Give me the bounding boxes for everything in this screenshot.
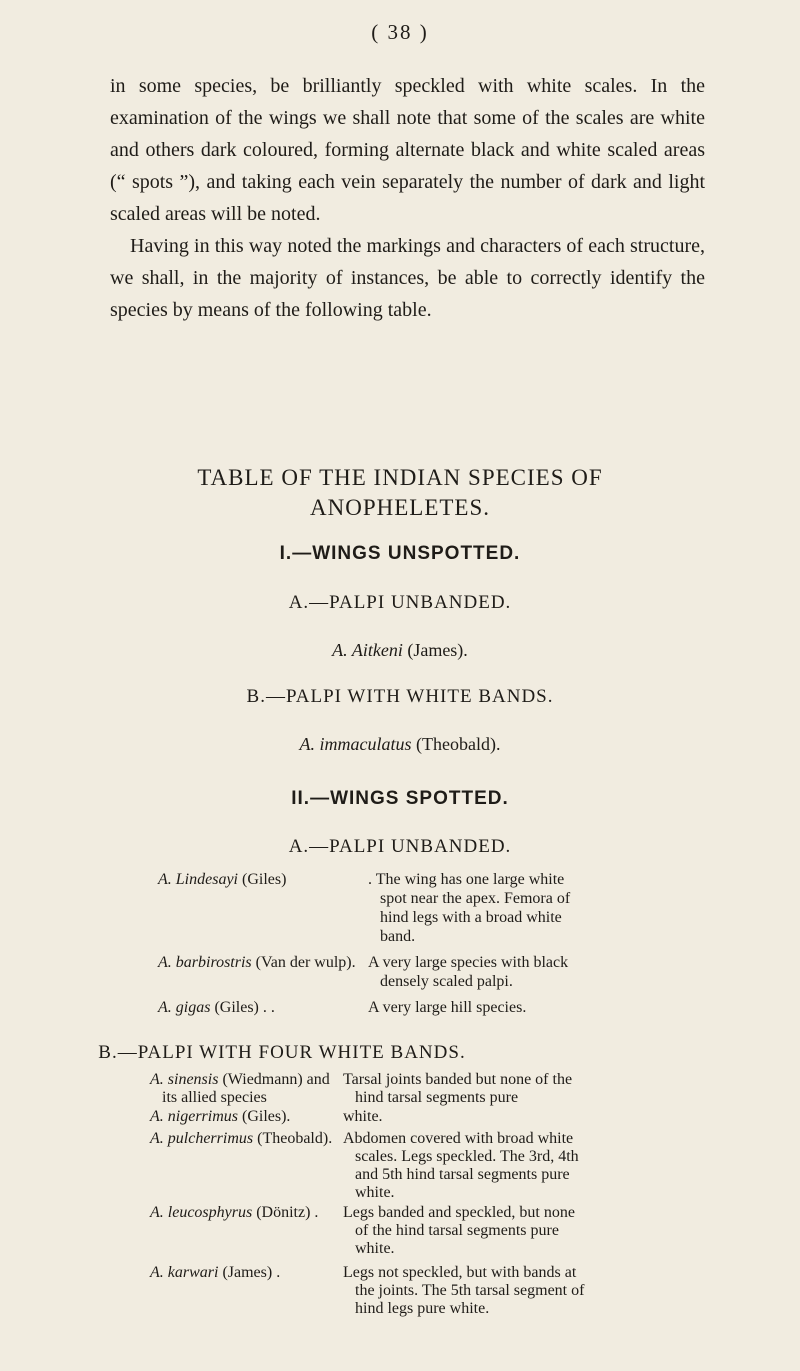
section-2-sub-b: B.—PALPI WITH FOUR WHITE BANDS. — [98, 1042, 466, 1063]
species-name: A. pulcherrimus — [150, 1130, 254, 1147]
intro-text — [110, 70, 705, 326]
row-description: Legs not speckled, but with bands at the joints. The 5th tarsal segment of hind legs pure white. — [343, 1264, 585, 1317]
row-description: . The wing has one large white spot near the apex. Femora of hind legs with a broad white band. — [368, 871, 571, 945]
species-name: A. gigas — [158, 999, 211, 1016]
species-authority: (Wiedmann) and its allied species — [162, 1071, 330, 1106]
row-description: A very large hill species. — [368, 999, 527, 1016]
row-species — [150, 1071, 347, 1107]
species-aitkeni — [0, 640, 800, 661]
species-authority: (James). — [407, 640, 468, 660]
species-authority: (Giles) — [242, 871, 287, 888]
row-description: A very large species with black densely scaled palpi. — [368, 954, 569, 990]
section-2-sub-a: A.—PALPI UNBANDED. — [288, 836, 512, 857]
species-name: A. immaculatus — [299, 734, 412, 754]
species-name: A. Lindesayi — [158, 871, 238, 888]
section-1-sub-b: B.—PALPI WITH WHITE BANDS. — [246, 686, 554, 707]
species-name: A. leucosphyrus — [150, 1204, 253, 1221]
table-title-line-1: TABLE OF THE INDIAN SPECIES OF — [197, 465, 603, 490]
species-name: A. nigerrimus — [150, 1108, 238, 1125]
species-authority: (Van der wulp). — [255, 954, 356, 971]
species-name: A. karwari — [150, 1264, 219, 1281]
species-authority: (Giles) . . — [214, 999, 275, 1016]
species-name: A. sinensis — [150, 1071, 219, 1088]
section-1-heading: I.—WINGS UNSPOTTED. — [279, 543, 521, 564]
section-1-sub-a: A.—PALPI UNBANDED. — [288, 592, 512, 613]
species-authority: (Theobald). — [257, 1130, 333, 1147]
row-species — [158, 870, 365, 889]
species-authority: (Dönitz) . — [256, 1204, 319, 1221]
table-title-line-2: ANOPHELETES. — [309, 495, 491, 520]
species-authority: (Giles). — [242, 1108, 291, 1125]
species-name: A. Aitkeni — [332, 640, 403, 660]
row-description: Legs banded and speckled, but none of the hind tarsal segments pure white. — [343, 1204, 575, 1257]
row-description: white. — [343, 1108, 383, 1125]
species-authority: (Theobald). — [416, 734, 501, 754]
intro-paragraph-2: Having in this way noted the markings and characters of each structure, we shall, in the majority of instances, be able to correctly identify the species by means of the following table. — [110, 235, 705, 321]
row-description: Abdomen covered with broad white scales. Legs speckled. The 3rd, 4th and 5th hind tarsal segments pure white. — [343, 1130, 579, 1201]
page-number: ( 38 ) — [371, 20, 429, 44]
intro-paragraph-1: in some species, be brilliantly speckled with white scales. In the examination of the wings we shall note that some of the scales are white and others dark coloured, forming alternate black and white scaled areas (“ spots ”), and taking each vein separately the number of dark and light scaled areas will be noted. — [110, 75, 705, 225]
row-species — [150, 1108, 347, 1126]
row-description: Tarsal joints banded but none of the hind tarsal segments pure — [343, 1071, 573, 1106]
row-species — [158, 953, 365, 972]
section-2-heading: II.—WINGS SPOTTED. — [291, 788, 509, 809]
row-species — [150, 1204, 347, 1222]
row-species — [150, 1130, 347, 1148]
row-species — [158, 998, 365, 1017]
species-authority: (James) . — [222, 1264, 281, 1281]
row-species — [150, 1264, 347, 1282]
species-immaculatus — [0, 734, 800, 755]
species-name: A. barbirostris — [158, 954, 252, 971]
